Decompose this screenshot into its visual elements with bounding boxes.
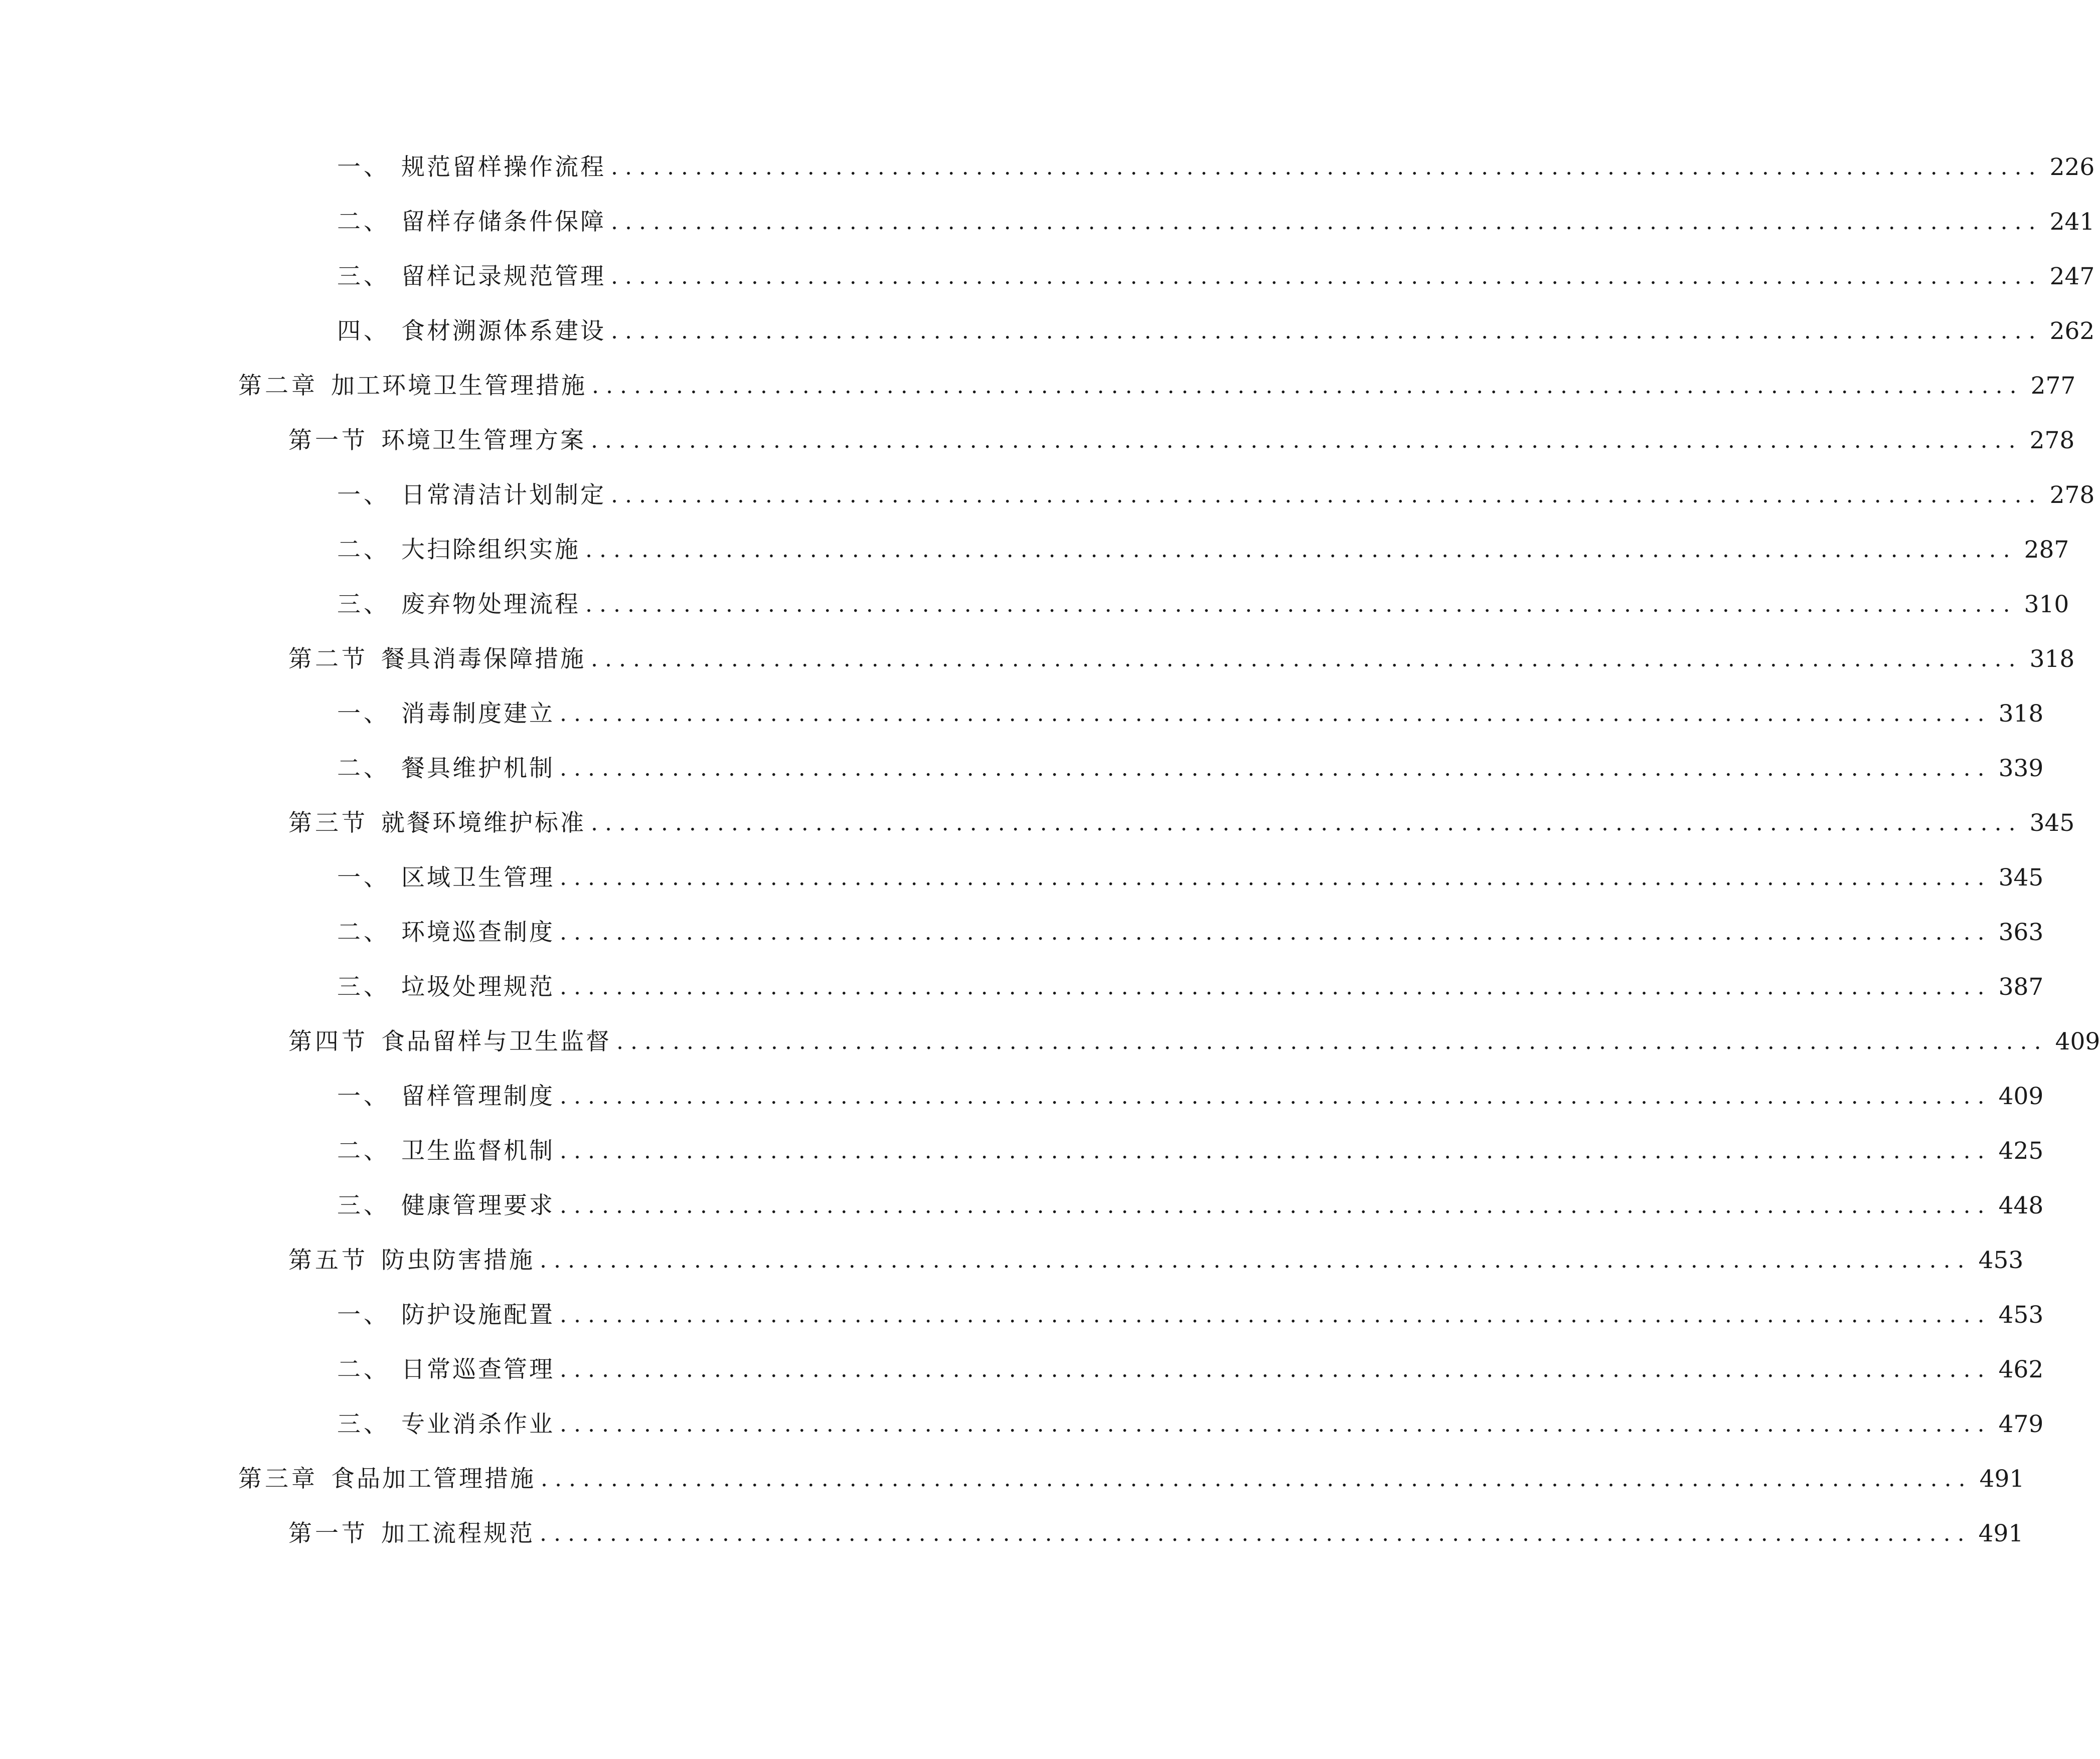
toc-entry[interactable] — [337, 530, 2069, 570]
toc-entry-title: 食品留样与卫生监督 — [381, 1028, 611, 1056]
toc-dot-leader: ...................................................................................................... — [616, 1029, 2048, 1054]
toc-entry[interactable] — [337, 749, 2044, 789]
toc-entry-title: 餐具维护机制 — [401, 755, 555, 782]
toc-entry[interactable] — [337, 694, 2044, 734]
toc-entry-page: 278 — [2049, 481, 2095, 509]
toc-entry-number: 第五节 — [288, 1247, 368, 1274]
toc-dot-leader: ...................................................................................................... — [560, 1357, 1992, 1382]
toc-entry-page: 247 — [2049, 263, 2095, 290]
toc-entry-title: 卫生监督机制 — [401, 1137, 555, 1165]
toc-dot-leader: ...................................................................................................... — [591, 810, 2023, 836]
toc-entry[interactable] — [337, 475, 2095, 515]
toc-entry[interactable] — [337, 913, 2044, 953]
toc-entry-title: 食材溯源体系建设 — [401, 317, 606, 345]
toc-entry[interactable] — [337, 202, 2095, 242]
toc-entry-page: 241 — [2049, 208, 2095, 236]
toc-entry-number: 一、 — [337, 481, 390, 509]
toc-entry[interactable] — [337, 257, 2095, 297]
toc-dot-leader: ...................................................................................................... — [560, 1193, 1992, 1218]
toc-entry-page: 363 — [1998, 919, 2044, 946]
toc-entry-page: 277 — [2030, 372, 2076, 400]
toc-entry-title: 日常巡查管理 — [401, 1356, 555, 1383]
toc-dot-leader: ...................................................................................................... — [585, 537, 2017, 563]
toc-entry-number: 三、 — [337, 591, 390, 618]
toc-entry-title: 食品加工管理措施 — [331, 1465, 536, 1493]
toc-entry-page: 318 — [2029, 645, 2075, 673]
toc-dot-leader: ...................................................................................................... — [591, 646, 2023, 672]
toc-entry-page: 318 — [1998, 700, 2044, 728]
toc-entry-page: 310 — [2024, 591, 2069, 618]
toc-dot-leader: ...................................................................................................... — [560, 1138, 1992, 1164]
toc-entry-page: 453 — [1978, 1247, 2024, 1274]
toc-entry-number: 一、 — [337, 153, 390, 181]
toc-entry-number: 二、 — [337, 755, 390, 782]
toc-entry-page: 287 — [2024, 536, 2069, 564]
toc-dot-leader: ...................................................................................................... — [540, 1521, 1972, 1546]
toc-entry-page: 345 — [2029, 809, 2075, 837]
toc-entry[interactable] — [337, 858, 2044, 898]
toc-entry-title: 防虫防害措施 — [381, 1247, 535, 1274]
toc-entry-title: 规范留样操作流程 — [401, 153, 606, 181]
toc-entry-page: 226 — [2049, 153, 2095, 181]
toc-entry-number: 二、 — [337, 536, 390, 564]
toc-entry[interactable] — [337, 1077, 2044, 1117]
toc-dot-leader: ...................................................................................................... — [560, 974, 1992, 1000]
toc-entry-page: 453 — [1998, 1301, 2044, 1329]
toc-dot-leader: ...................................................................................................... — [540, 1248, 1972, 1273]
toc-entry-chapter[interactable] — [238, 1459, 2025, 1499]
toc-entry-number: 第一节 — [288, 1520, 368, 1547]
toc-entry-page: 409 — [1998, 1083, 2044, 1110]
toc-entry-section[interactable] — [288, 1514, 2024, 1554]
toc-dot-leader: ...................................................................................................... — [560, 1412, 1992, 1437]
toc-entry-page: 479 — [1998, 1411, 2044, 1438]
toc-entry-number: 二、 — [337, 919, 390, 946]
toc-entry-number: 第二章 — [238, 372, 318, 400]
toc-entry-page: 448 — [1998, 1192, 2044, 1219]
toc-entry[interactable] — [337, 1404, 2044, 1445]
toc-entry-page: 462 — [1998, 1356, 2044, 1383]
toc-dot-leader: ...................................................................................................... — [560, 920, 1992, 945]
toc-entry-page: 491 — [1979, 1465, 2025, 1493]
toc-dot-leader: ...................................................................................................... — [560, 1084, 1992, 1109]
toc-dot-leader: ...................................................................................................... — [585, 592, 2017, 617]
toc-dot-leader: ...................................................................................................... — [611, 318, 2043, 344]
toc-entry-number: 一、 — [337, 1301, 390, 1329]
toc-entry-title: 垃圾处理规范 — [401, 973, 555, 1001]
toc-entry-title: 加工流程规范 — [381, 1520, 535, 1547]
toc-entry[interactable] — [337, 1295, 2044, 1335]
toc-dot-leader: ...................................................................................................... — [591, 428, 2023, 453]
toc-entry[interactable] — [337, 1186, 2044, 1226]
toc-dot-leader: ...................................................................................................... — [560, 701, 1992, 727]
toc-entry[interactable] — [337, 311, 2095, 351]
toc-entry-number: 二、 — [337, 1356, 390, 1383]
toc-entry-number: 一、 — [337, 700, 390, 728]
toc-entry-title: 大扫除组织实施 — [401, 536, 580, 564]
toc-entry-number: 第三章 — [238, 1465, 318, 1493]
toc-entry-number: 三、 — [337, 1192, 390, 1219]
toc-entry-title: 日常清洁计划制定 — [401, 481, 606, 509]
toc-entry-number: 三、 — [337, 973, 390, 1001]
toc-entry-page: 409 — [2055, 1028, 2100, 1056]
toc-entry-page: 387 — [1998, 973, 2044, 1001]
toc-entry-title: 健康管理要求 — [401, 1192, 555, 1219]
toc-dot-leader: ...................................................................................................... — [611, 154, 2043, 180]
toc-entry[interactable] — [337, 967, 2044, 1007]
toc-entry-number: 第四节 — [288, 1028, 368, 1056]
toc-entry-title: 消毒制度建立 — [401, 700, 555, 728]
toc-entry-page: 339 — [1998, 755, 2044, 782]
toc-entry-number: 二、 — [337, 1137, 390, 1165]
toc-entry-title: 就餐环境维护标准 — [381, 809, 586, 837]
toc-dot-leader: ...................................................................................................... — [592, 373, 2024, 399]
toc-entry[interactable] — [337, 1131, 2044, 1171]
toc-entry-title: 废弃物处理流程 — [401, 591, 580, 618]
toc-entry-page: 345 — [1998, 864, 2044, 892]
toc-entry-section[interactable] — [288, 803, 2075, 843]
toc-entry-page: 491 — [1978, 1520, 2024, 1547]
toc-entry-page: 425 — [1998, 1137, 2044, 1165]
toc-entry-title: 留样存储条件保障 — [401, 208, 606, 236]
toc-entry-number: 二、 — [337, 208, 390, 236]
toc-entry-number: 第一节 — [288, 427, 368, 454]
toc-entry-page: 278 — [2029, 427, 2075, 454]
toc-dot-leader: ...................................................................................................... — [560, 865, 1992, 891]
toc-dot-leader: ...................................................................................................... — [560, 1302, 1992, 1328]
toc-entry-title: 加工环境卫生管理措施 — [331, 372, 587, 400]
toc-entry-title: 餐具消毒保障措施 — [381, 645, 586, 673]
toc-dot-leader: ...................................................................................................... — [560, 756, 1992, 781]
toc-entry-title: 防护设施配置 — [401, 1301, 555, 1329]
toc-dot-leader: ...................................................................................................... — [541, 1466, 1973, 1492]
toc-entry-section[interactable] — [288, 421, 2075, 461]
toc-entry-number: 第二节 — [288, 645, 368, 673]
toc-entry-number: 第三节 — [288, 809, 368, 837]
toc-entry-title: 环境卫生管理方案 — [381, 427, 586, 454]
toc-entry[interactable] — [337, 147, 2095, 188]
toc-entry-section[interactable] — [288, 639, 2075, 679]
toc-entry-section[interactable] — [288, 1241, 2024, 1281]
toc-entry-title: 留样记录规范管理 — [401, 263, 606, 290]
toc-entry-page: 262 — [2049, 317, 2095, 345]
toc-dot-leader: ...................................................................................................... — [611, 209, 2043, 235]
toc-entry-title: 区域卫生管理 — [401, 864, 555, 892]
toc-entry-number: 一、 — [337, 1083, 390, 1110]
toc-entry-number: 一、 — [337, 864, 390, 892]
toc-entry-section[interactable] — [288, 1022, 2100, 1062]
toc-entry-number: 四、 — [337, 317, 390, 345]
toc-entry-chapter[interactable] — [238, 366, 2076, 406]
toc-entry[interactable] — [337, 585, 2069, 625]
toc-entry-title: 环境巡查制度 — [401, 919, 555, 946]
toc-dot-leader: ...................................................................................................... — [611, 264, 2043, 289]
toc-entry-title: 留样管理制度 — [401, 1083, 555, 1110]
toc-entry[interactable] — [337, 1350, 2044, 1390]
toc-dot-leader: ...................................................................................................... — [611, 482, 2043, 508]
toc-entry-number: 三、 — [337, 263, 390, 290]
toc-entry-title: 专业消杀作业 — [401, 1411, 555, 1438]
toc-entry-number: 三、 — [337, 1411, 390, 1438]
